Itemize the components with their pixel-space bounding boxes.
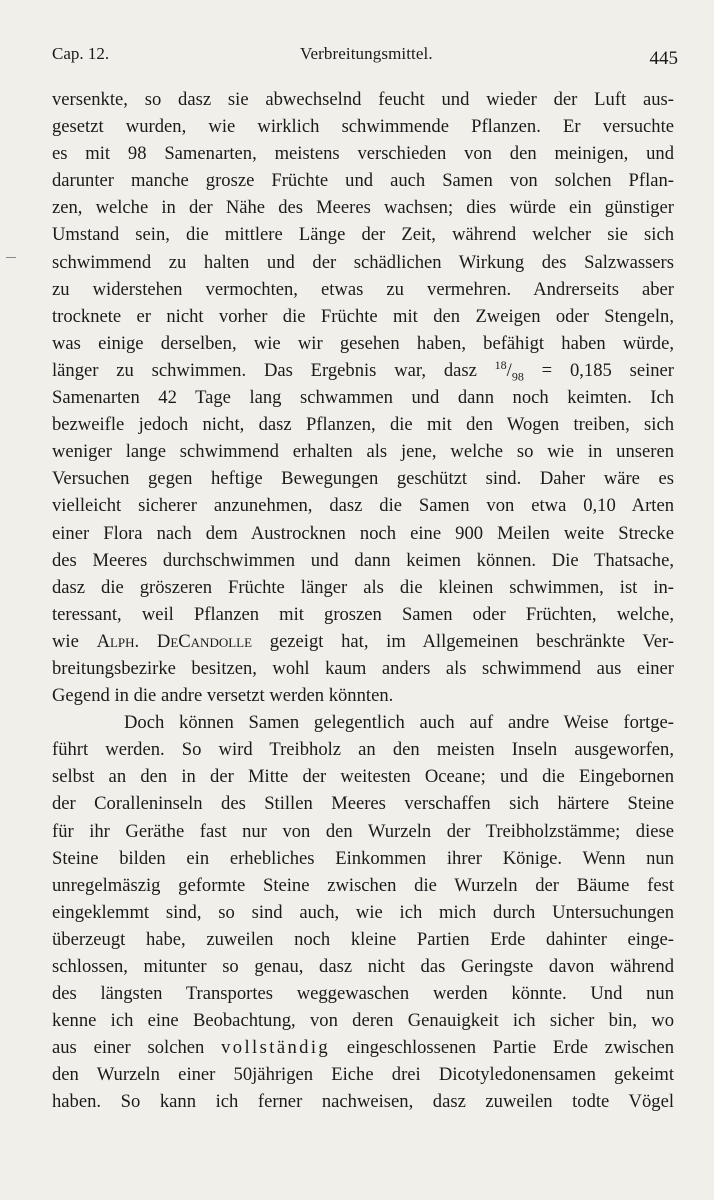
text-line: überzeugt habe, zuweilen noch kleine Partien Erde dahinter einge- [52, 928, 674, 950]
text-fragment: = 0,185 seiner [541, 359, 674, 381]
text-fragment: länger zu schwimmen. Das Ergebnis war, dasz [52, 359, 477, 381]
text-fragment: wie [52, 630, 79, 652]
text-line: unregelmäszig geformte Steine zwischen die Wurzeln der Bäume fest [52, 874, 674, 896]
text-fragment: gezeigt hat, im Allgemeinen beschränkte Ver- [269, 630, 674, 652]
text-line: zu widerstehen vermochten, etwas zu vermehren. Andrerseits aber [52, 278, 674, 300]
text-line: was einige derselben, wie wir gesehen haben, befähigt haben würde, [52, 332, 674, 354]
text-line: haben. So kann ich ferner nachweisen, dasz zuweilen todte Vögel [52, 1091, 674, 1113]
text-line: des Meeres durchschwimmen und dann keimen können. Die Thatsache, [52, 549, 674, 571]
text-line: schwimmend zu halten und der schädlichen Wirkung des Salzwassers [52, 251, 674, 273]
text-line-with-name [52, 628, 674, 655]
text-line: dasz die gröszeren Früchte länger als die kleinen schwimmen, ist in- [52, 576, 674, 598]
fraction-denominator: 98 [511, 369, 524, 384]
text-line: weniger lange schwimmend erhalten als jene, welche so wie in unseren [52, 441, 674, 463]
text-line: einer Flora nach dem Austrocknen noch eine 900 Meilen weite Strecke [52, 522, 674, 544]
text-line: darunter manche grosze Früchte und auch Samen von solchen Pflan- [52, 170, 674, 192]
text-line: teressant, weil Pflanzen mit groszen Samen oder Früchten, welche, [52, 603, 674, 625]
text-line: breitungsbezirke besitzen, wohl kaum anders als schwimmend aus einer [52, 657, 674, 679]
text-line: für ihr Geräthe fast nur von den Wurzeln der Treibholzstämme; diese [52, 820, 674, 842]
text-fragment: aus einer solchen [52, 1037, 205, 1059]
text-line: versenkte, so dasz sie abwechselnd feucht und wieder der Luft aus- [52, 89, 674, 110]
text-line: gesetzt wurden, wie wirklich schwimmende Pflanzen. Er versuchte [52, 116, 674, 138]
page-number: 445 [649, 48, 678, 69]
text-line: bezweifle jedoch nicht, dasz Pflanzen, die mit den Wogen treiben, sich [52, 414, 674, 436]
text-line: Gegend in die andre versetzt werden könnten. [52, 685, 394, 707]
paragraph-2 [52, 709, 674, 1115]
text-line: Versuchen gegen heftige Bewegungen geschützt sind. Daher wäre es [52, 468, 674, 490]
text-line: schlossen, mitunter so genau, dasz nicht das Geringste davon während [52, 956, 674, 977]
fraction-numerator: 18 [494, 357, 507, 372]
emphasized-word: vollständig [221, 1037, 331, 1059]
text-line: vielleicht sicherer anzunehmen, dasz die Samen von etwa 0,10 Arten [52, 495, 674, 517]
text-line: Samenarten 42 Tage lang schwammen und dann noch keimten. Ich [52, 387, 674, 409]
text-line: den Wurzeln einer 50jährigen Eiche drei Dicotyledonensamen gekeimt [52, 1064, 674, 1086]
text-line: Doch können Samen gelegentlich auch auf andre Weise fortge- [124, 712, 674, 734]
text-line: des längsten Transportes weggewaschen werden könnte. Und nun [52, 983, 674, 1005]
text-line: eingeklemmt sind, so sind auch, wie ich mich durch Untersuchungen [52, 901, 674, 923]
running-title: Verbreitungsmittel. [300, 44, 433, 63]
chapter-label: Cap. 12. [52, 44, 110, 63]
text-line: zen, welche in der Nähe des Meeres wachsen; dies würde ein günstiger [52, 197, 674, 219]
text-line: führt werden. So wird Treibholz an den meisten Inseln ausgeworfen, [52, 739, 674, 761]
text-line: Steine bilden ein erhebliches Einkommen ihrer Könige. Wenn nun [52, 847, 674, 869]
paragraph-1 [52, 86, 674, 709]
text-line-with-fraction: länger zu schwimmen. Das Ergebnis war, dasz $^{18}/_{98} = 0,185$ seiner [52, 357, 674, 384]
running-head [52, 44, 678, 70]
text-line: trocknete er nicht vorher die Früchte mit den Zweigen oder Stengeln, [52, 305, 674, 327]
text-line: kenne ich eine Beobachtung, von deren Genauigkeit ich sicher bin, wo [52, 1010, 674, 1032]
margin-mark [6, 257, 16, 258]
body-text [52, 86, 674, 1116]
author-name: Alph. DeCandolle [96, 630, 253, 652]
text-line-with-emphasis [52, 1034, 674, 1061]
text-fragment: eingeschlossenen Partie Erde zwischen [346, 1037, 674, 1059]
text-line: selbst an den in der Mitte der weitesten Oceane; und die Eingebornen [52, 766, 674, 788]
text-line: Umstand sein, die mittlere Länge der Zeit, während welcher sie sich [52, 224, 674, 246]
text-line: es mit 98 Samenarten, meistens verschieden von den meinigen, und [52, 143, 674, 165]
text-line: der Coralleninseln des Stillen Meeres verschaffen sich härtere Steine [52, 793, 674, 815]
